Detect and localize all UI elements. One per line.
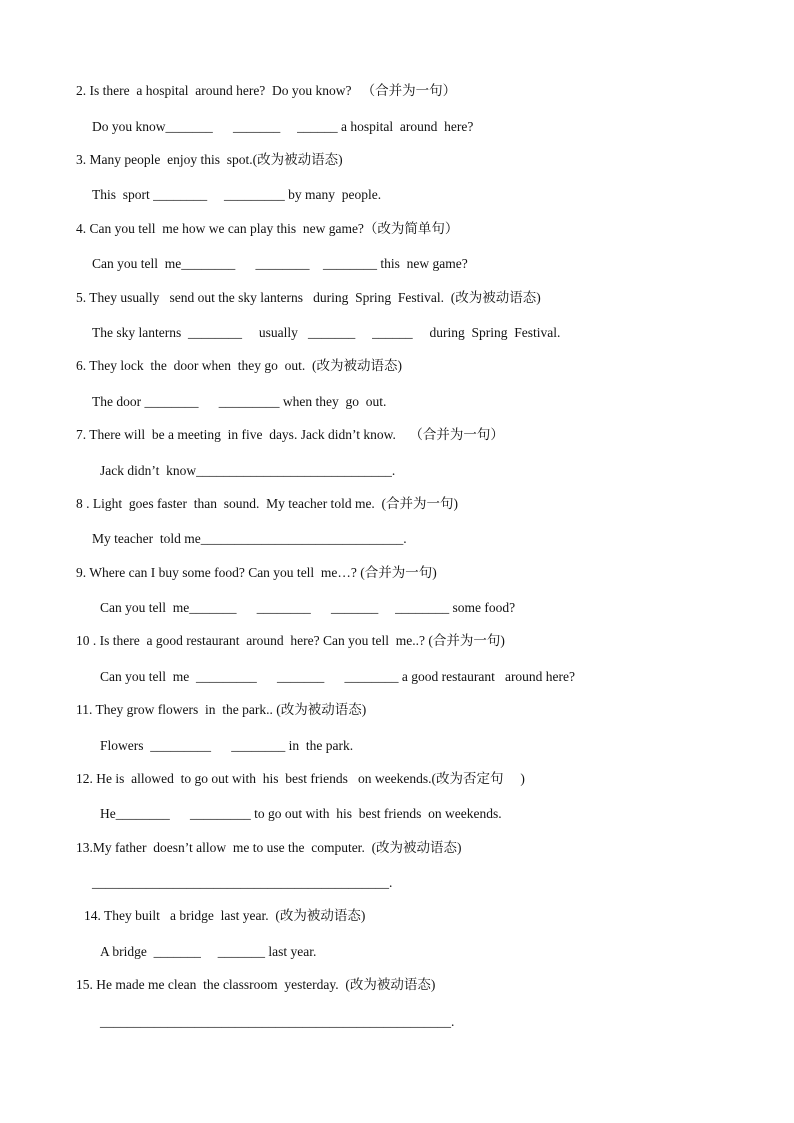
question-15: 15. He made me clean the classroom yesterday. (改为被动语态) [76,977,436,992]
question-7: 7. There will be a meeting in five days. Jack didn’t know. （合并为一句） [76,427,504,442]
answer-line-13: ____________________________________________. [92,875,393,890]
answer-line-7: Jack didn’t know_____________________________. [100,463,396,478]
question-12: 12. He is allowed to go out with his best friends on weekends.(改为否定句 ) [76,771,525,786]
question-13: 13.My father doesn’t allow me to use the computer. (改为被动语态) [76,840,462,855]
question-5: 5. They usually send out the sky lanterns during Spring Festival. (改为被动语态) [76,290,541,305]
question-8: 8 . Light goes faster than sound. My teacher told me. (合并为一句) [76,496,459,511]
answer-line-10: Can you tell me _________ _______ ________ a good restaurant around here? [100,669,576,684]
answer-line-6: The door ________ _________ when they go out. [92,394,387,409]
answer-line-9: Can you tell me_______ ________ _______ ________ some food? [100,600,516,615]
answer-line-2: Do you know_______ _______ ______ a hospital around here? [92,119,474,134]
answer-line-14: A bridge _______ _______ last year. [100,944,317,959]
question-6: 6. They lock the door when they go out. (改为被动语态) [76,358,402,373]
question-10: 10 . Is there a good restaurant around here? Can you tell me..? (合并为一句) [76,633,505,648]
question-2: 2. Is there a hospital around here? Do you know? （合并为一句） [76,83,457,98]
question-11: 11. They grow flowers in the park.. (改为被动语态) [76,702,367,717]
answer-line-3: This sport ________ _________ by many people. [92,187,382,202]
question-4: 4. Can you tell me how we can play this new game?（改为简单句） [76,221,459,236]
answer-line-8: My teacher told me______________________________. [92,531,407,546]
answer-line-11: Flowers _________ ________ in the park. [100,738,354,753]
answer-line-12: He________ _________ to go out with his best friends on weekends. [100,806,502,821]
answer-line-15: ____________________________________________________. [100,1014,455,1029]
question-3: 3. Many people enjoy this spot.(改为被动语态) [76,152,343,167]
answer-line-4: Can you tell me________ ________ ________ this new game? [92,256,468,271]
question-9: 9. Where can I buy some food? Can you tell me…? (合并为一句) [76,565,437,580]
question-14: 14. They built a bridge last year. (改为被动语态) [84,908,366,923]
answer-line-5: The sky lanterns ________ usually _______ ______ during Spring Festival. [92,325,561,340]
